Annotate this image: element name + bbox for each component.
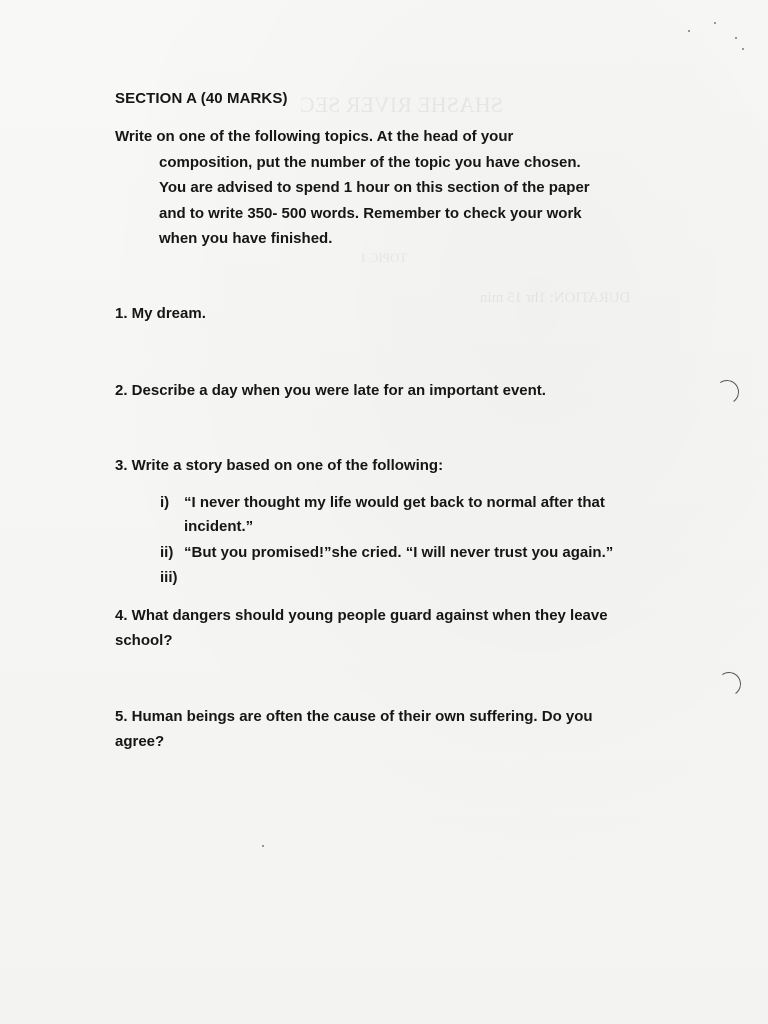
topic-3-option-ii: [160, 540, 613, 565]
bleed-through-text: SHASHE RIVER SEC: [300, 92, 503, 117]
punch-hole-mark: [715, 670, 743, 698]
topic-3-option-iii: [160, 565, 184, 590]
option-text: incident.”: [184, 518, 254, 535]
stray-mark: [742, 48, 744, 50]
option-number: ii): [160, 544, 174, 561]
instructions-line: You are advised to spend 1 hour on this section of the paper: [159, 179, 590, 196]
stray-mark: [688, 30, 690, 32]
stray-mark: [262, 845, 264, 847]
stray-mark: [714, 22, 716, 24]
bleed-through-text: DURATION: 1hr 15 min: [480, 290, 631, 306]
topic-2: 2. Describe a day when you were late for an important event.: [115, 382, 546, 399]
instructions-line: Write on one of the following topics. At the head of your: [115, 128, 514, 145]
stray-mark: [735, 37, 737, 39]
punch-hole-mark: [713, 378, 741, 406]
topic-3-option-i-cont: [160, 514, 253, 539]
instructions-line: composition, put the number of the topic you have chosen.: [159, 153, 581, 171]
section-heading: SECTION A (40 MARKS): [115, 90, 288, 107]
topic-1: 1. My dream.: [115, 305, 206, 322]
topic-3-option-i: [160, 490, 605, 515]
topic-5: 5. Human beings are often the cause of their own suffering. Do you: [115, 708, 593, 725]
option-number: i): [160, 494, 170, 511]
bleed-through-text: TOPIC 1: [360, 250, 408, 265]
option-number: iii): [160, 569, 178, 586]
topic-4-cont: school?: [115, 632, 173, 649]
instructions-paragraph: [115, 124, 675, 252]
topic-3: 3. Write a story based on one of the following:: [115, 457, 444, 474]
option-text: “But you promised!”she cried. “I will never trust you again.”: [184, 544, 614, 561]
topic-5-cont: agree?: [115, 733, 165, 750]
topic-4: 4. What dangers should young people guard against when they leave: [115, 607, 608, 624]
instructions-line: and to write 350- 500 words. Remember to check your work: [159, 204, 582, 222]
option-text: “I never thought my life would get back to normal after that: [184, 494, 605, 511]
instructions-line: when you have finished.: [159, 230, 333, 247]
